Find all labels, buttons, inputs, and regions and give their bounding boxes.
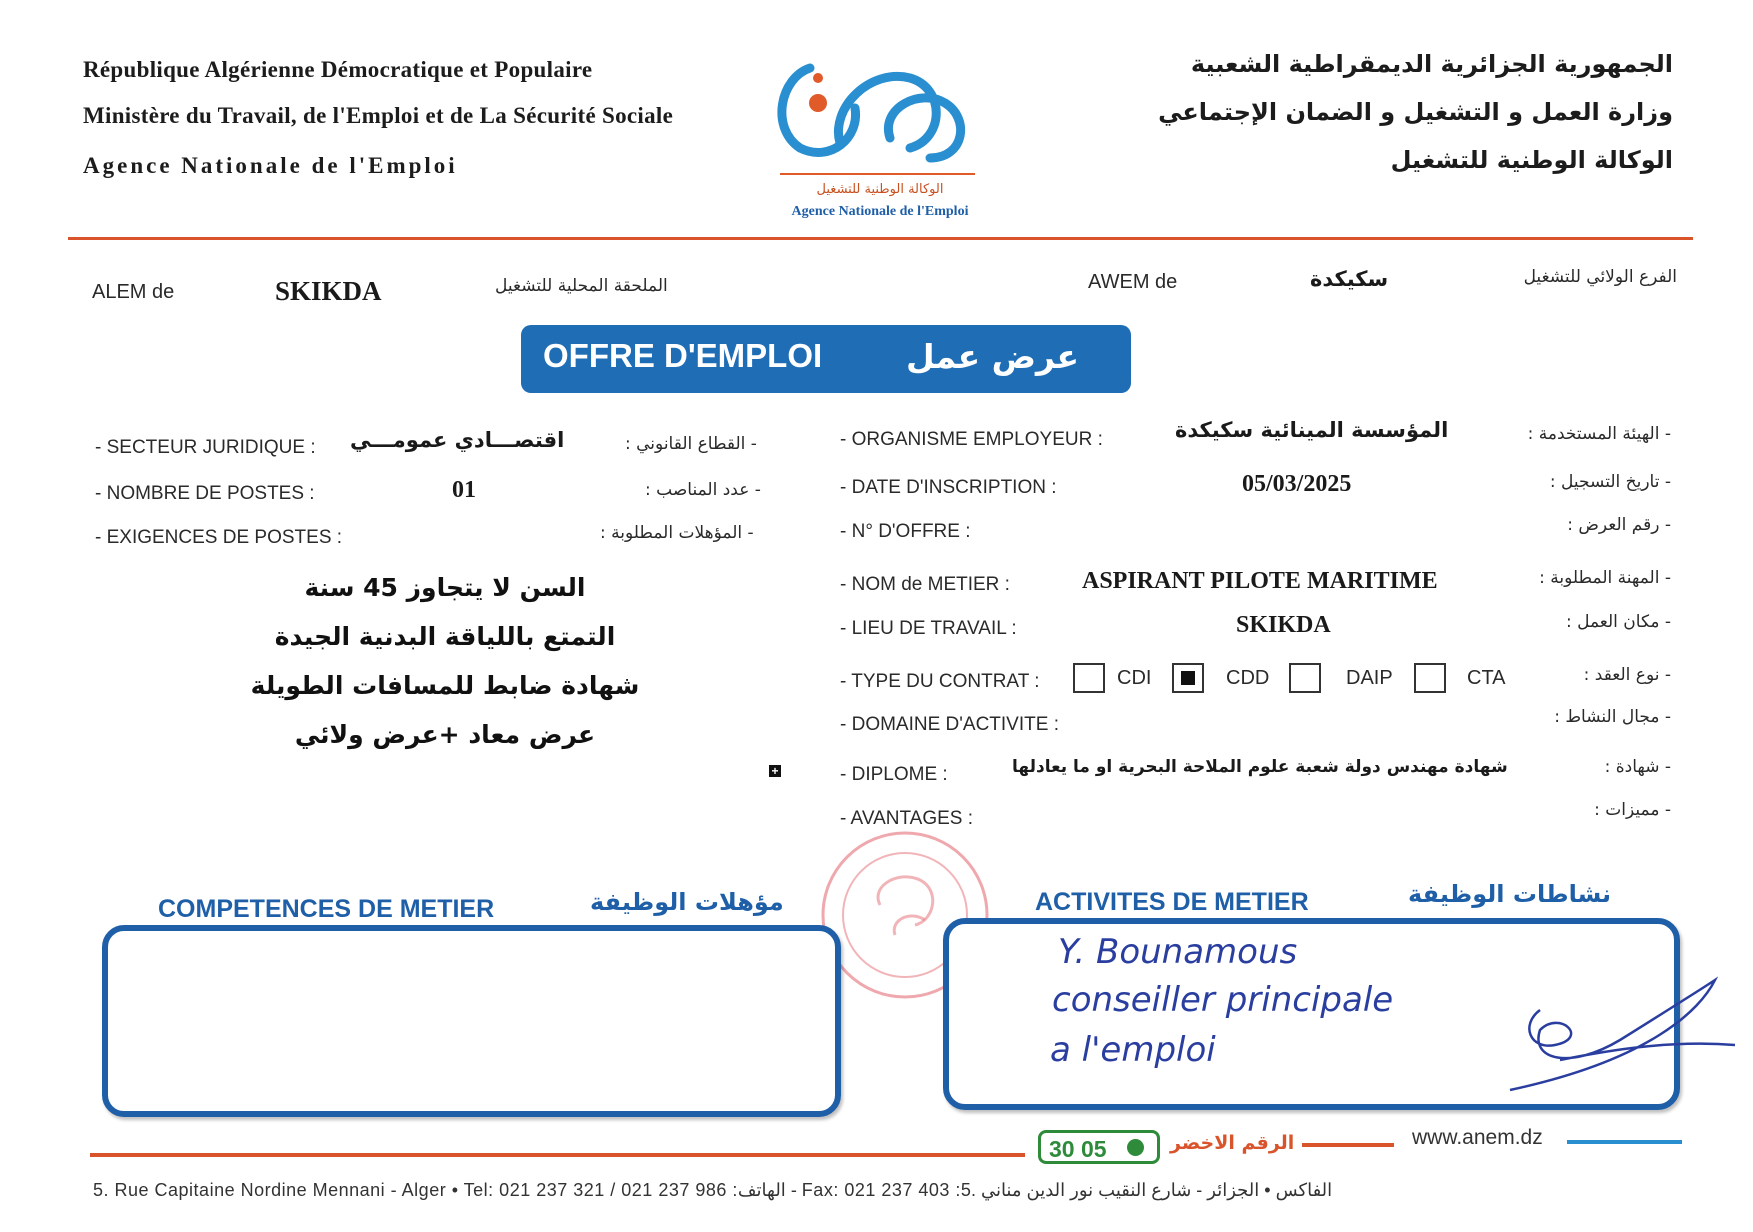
footer-address: 5. Rue Capitaine Nordine Mennani - Alger • Tel: 021 237 321 / 021 237 986 :الهاتف - Fax: 021 237 403 :الفاكس • الجزائر - شارع النقيب نور الدين مناني .5 xyxy=(93,1180,1333,1200)
header-fr-line3: Agence Nationale de l'Emploi xyxy=(83,153,458,178)
banner-title-ar: عرض عمل xyxy=(906,337,1080,376)
header-divider xyxy=(68,237,1693,240)
logo-text-ar: الوكالة الوطنية للتشغيل xyxy=(816,182,944,197)
lieu-value: SKIKDA xyxy=(1236,612,1331,638)
avantages-label-ar: - مميزات : xyxy=(1594,800,1671,820)
contrat-cdi-label: CDI xyxy=(1117,667,1152,689)
logo-text-fr: Agence Nationale de l'Emploi xyxy=(791,204,969,219)
contrat-label: - TYPE DU CONTRAT : xyxy=(840,671,1040,692)
organisme-value: المؤسسة المينائية سكيكدة xyxy=(1175,418,1449,442)
activites-title-ar: نشاطات الوظيفة xyxy=(1408,880,1612,908)
contrat-cta-label: CTA xyxy=(1467,667,1506,689)
handwriting-line: Y. Bounamous xyxy=(1058,932,1298,972)
header-ar-line1: الجمهورية الجزائرية الديمقراطية الشعبية xyxy=(1190,50,1673,78)
avantages-label: - AVANTAGES : xyxy=(840,808,974,829)
secteur-value: اقتصـــادي عمومـــي xyxy=(350,428,565,452)
lieu-label-ar: - مكان العمل : xyxy=(1565,612,1671,632)
phone-icon xyxy=(1127,1139,1144,1156)
organisme-label: - ORGANISME EMPLOYEUR : xyxy=(840,429,1103,450)
lieu-label: - LIEU DE TRAVAIL : xyxy=(840,618,1017,639)
requirement-line: التمتع باللياقة البدنية الجيدة xyxy=(274,622,616,651)
header-fr-line2: Ministère du Travail, de l'Emploi et de La Sécurité Sociale xyxy=(83,103,674,128)
website-link[interactable]: www.anem.dz xyxy=(1412,1126,1543,1149)
contrat-cdi-checkbox[interactable] xyxy=(1073,663,1105,693)
metier-value: ASPIRANT PILOTE MARITIME xyxy=(1082,568,1438,594)
secteur-label-ar: - القطاع القانوني : xyxy=(625,434,757,454)
offre-label-ar: - رقم العرض : xyxy=(1567,515,1671,535)
anem-logo-mark xyxy=(770,48,990,228)
contrat-daip-label: DAIP xyxy=(1346,667,1393,689)
organisme-label-ar: - الهيئة المستخدمة : xyxy=(1527,424,1671,444)
plus-marker-icon: + xyxy=(769,765,781,777)
header-ar-line3: الوكالة الوطنية للتشغيل xyxy=(1390,146,1673,174)
metier-label-ar: - المهنة المطلوبة : xyxy=(1539,568,1671,588)
anem-logo xyxy=(770,48,990,228)
alem-label-ar: الملحقة المحلية للتشغيل xyxy=(495,276,668,296)
green-number-badge xyxy=(1038,1130,1160,1164)
date-label-ar: - تاريخ التسجيل : xyxy=(1549,472,1671,492)
awem-label: AWEM de xyxy=(1088,271,1178,293)
diplome-value: شهادة مهندس دولة شعبة علوم الملاحة البحرية او ما يعادلها xyxy=(1012,757,1508,777)
requirement-line: شهادة ضابط للمسافات الطويلة xyxy=(250,671,640,700)
handwriting-line: conseiller principale xyxy=(1052,980,1394,1020)
alem-label: ALEM de xyxy=(92,281,175,303)
domaine-label-ar: - مجال النشاط : xyxy=(1554,707,1671,727)
contrat-cdd-checkbox[interactable] xyxy=(1172,663,1204,693)
secteur-label: - SECTEUR JURIDIQUE : xyxy=(95,437,316,458)
offre-emploi-banner xyxy=(521,325,1131,393)
exigences-label: - EXIGENCES DE POSTES : xyxy=(95,527,343,548)
offre-label: - N° D'OFFRE : xyxy=(840,521,971,542)
footer-rule-red-short xyxy=(1302,1143,1394,1147)
diplome-label-ar: - شهادة : xyxy=(1604,757,1671,777)
alem-value: SKIKDA xyxy=(275,276,382,306)
date-label: - DATE D'INSCRIPTION : xyxy=(840,477,1057,498)
requirement-line: السن لا يتجاوز 45 سنة xyxy=(304,573,586,602)
contrat-daip-checkbox[interactable] xyxy=(1289,663,1321,693)
header-fr-line1: République Algérienne Démocratique et Populaire xyxy=(83,57,593,82)
postes-value: 01 xyxy=(452,477,476,503)
contrat-cta-checkbox[interactable] xyxy=(1414,663,1446,693)
header-ar-line2: وزارة العمل و التشغيل و الضمان الإجتماعي xyxy=(1158,98,1673,126)
signature xyxy=(1500,970,1740,1105)
domaine-label: - DOMAINE D'ACTIVITE : xyxy=(840,714,1059,735)
contrat-cdd-label: CDD xyxy=(1226,667,1270,689)
competences-title: COMPETENCES DE METIER xyxy=(158,895,495,923)
postes-label: - NOMBRE DE POSTES : xyxy=(95,483,315,504)
green-number-label-ar: الرقم الاخضر xyxy=(1170,1132,1295,1154)
footer-rule-blue xyxy=(1567,1140,1682,1144)
footer-rule-red xyxy=(90,1153,1025,1157)
activites-title: ACTIVITES DE METIER xyxy=(1035,888,1309,916)
date-value: 05/03/2025 xyxy=(1242,471,1352,497)
diplome-label: - DIPLOME : xyxy=(840,764,948,785)
competences-title-ar: مؤهلات الوظيفة xyxy=(590,888,784,916)
banner-title-fr: OFFRE D'EMPLOI xyxy=(543,337,823,374)
green-number: 30 05 xyxy=(1049,1136,1107,1162)
contrat-label-ar: - نوع العقد : xyxy=(1583,665,1671,685)
awem-value: سكيكدة xyxy=(1310,267,1389,291)
handwriting-line: a l'emploi xyxy=(1050,1030,1216,1070)
requirement-line: عرض معاد +عرض ولائي xyxy=(294,720,596,749)
postes-label-ar: - عدد المناصب : xyxy=(645,480,761,500)
metier-label: - NOM de METIER : xyxy=(840,574,1010,595)
competences-box[interactable] xyxy=(102,925,841,1117)
signature-icon xyxy=(1500,970,1740,1105)
awem-label-ar: الفرع الولائي للتشغيل xyxy=(1523,267,1677,287)
exigences-label-ar: - المؤهلات المطلوبة : xyxy=(600,523,754,543)
